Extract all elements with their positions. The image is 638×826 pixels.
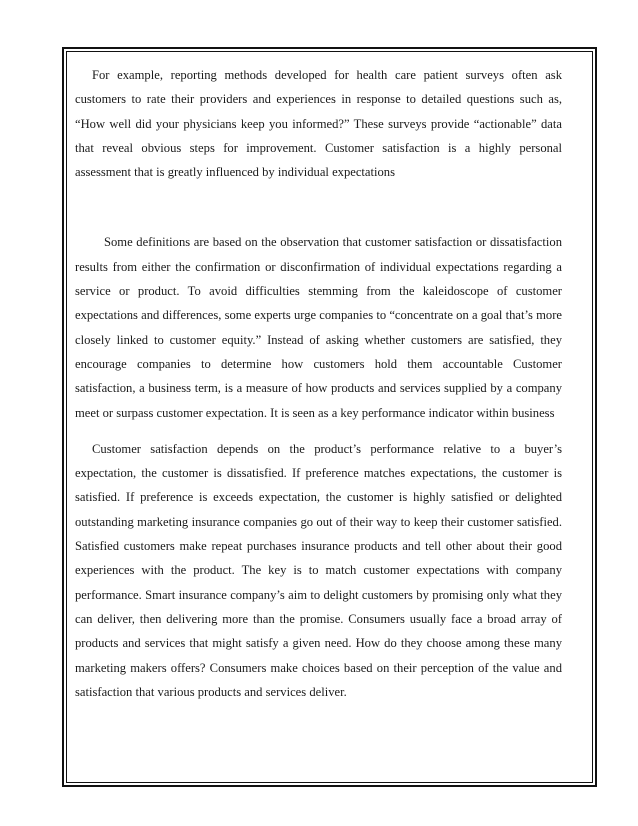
document-body <box>75 63 562 704</box>
paragraph-health-care-surveys: For example, reporting methods developed for health care patient surveys often ask customers to rate their providers and experiences in response to detailed questions such as, “How well did your physicians keep you informed?” These surveys provide “actionable” data that reveal obvious steps for improvement. Customer satisfaction is a highly personal assessment that is greatly influenced by individual expectations <box>75 68 562 180</box>
paragraph-definitions: Some definitions are based on the observation that customer satisfaction or dissatisfaction results from either the confirmation or disconfirmation of individual expectations regarding a service or product. To avoid difficulties stemming from the kaleidoscope of customer expectations and differences, some experts urge companies to “concentrate on a goal that’s more closely linked to customer equity.” Instead of asking whether customers are satisfied, they encourage companies to determine how customers hold them accountable Customer satisfaction, a business term, is a measure of how products and services supplied by a company meet or surpass customer expectation. It is seen as a key performance indicator within business <box>75 235 562 420</box>
paragraph-product-performance: Customer satisfaction depends on the product’s performance relative to a buyer’s expectation, the customer is dissatisfied. If preference matches expectations, the customer is satisfied. If preference is exceeds expectation, the customer is highly satisfied or delighted outstanding marketing insurance companies go out of their way to keep their customer satisfied. Satisfied customers make repeat purchases insurance products and tell other about their good experiences with the product. The key is to match customer expectations with company performance. Smart insurance company’s aim to delight customers by promising only what they can deliver, then delivering more than the promise. Consumers usually face a broad array of products and services that might satisfy a given need. How do they choose among these many marketing makers offers? Consumers make choices based on their perception of the value and satisfaction that various products and services deliver. <box>75 441 562 699</box>
